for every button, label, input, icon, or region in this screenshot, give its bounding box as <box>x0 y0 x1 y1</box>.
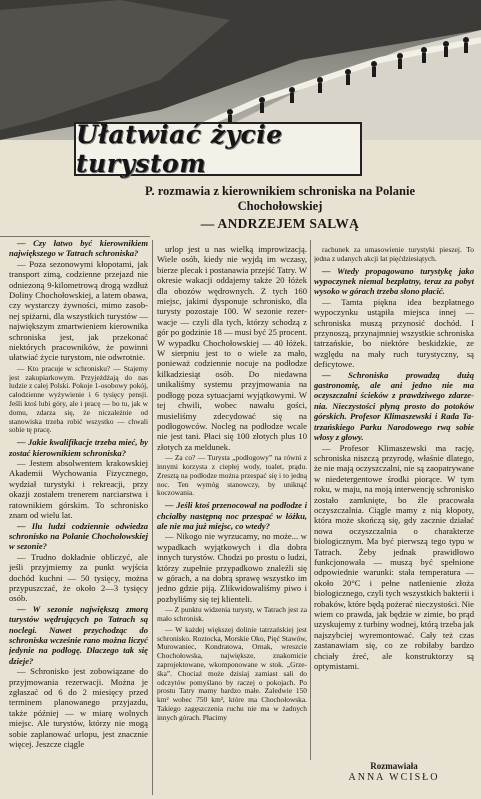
interview-paragraph: — W każdej większej dolinie tatrzańskiej jest schronisko. Roztocka, Morskie Oko, Pięć Stawów, Murowaniec, Kondratowa, Ornak, wreszcie Chochołowska, największe, znakomicie zaprojektowane, wkomponowane w stok. „Grześka”. Chociaż może dzisiaj zamiast sali do odczytów pomyślano by raczej o pokojach. Po prostu Tatry mamy bardzo małe. Zaledwie 150 km² wobec 750 km², które ma Chochołowska. Takiego zagęszczenia ruchu nie ma w żadnych innych górach. Płacimy <box>157 624 307 722</box>
interview-paragraph: — Schronisko jest zobowiązane do przyjmowania rezerwacji. Można je zgłaszać od 6 do 2 miesięcy przed terminem planowanego przyjazdu, także później — w miarę wolnych miejsc. Ale turystów, którzy nie mogą sobie zaplanować urlopu, jest znacznie więcej. Jeszcze ciągle <box>9 666 148 750</box>
interview-paragraph: — Profesor Klimaszewski ma rację, schroniska niszczą przyrodę, właśnie dlatego, że nie mają oczyszczalni, nie są zaopatrywane w niedetergentowe środki piorące. W tym roku, w maju, na moją interwencję schronisko zostało zamknięte, bo źle pracowała oczyszczalnia. Ciągle mamy z nią kłopoty, która może skończą się, gdy zacznie działać nowa oczyszczalnia o charakterze biologicznym. Ma być pierwszą tego typu w Tatrach. Żeby jednak prawidłowo funkcjonowała — muszą być spełnione odpowiednie warunki: stała temperatura — około 20°C i pełne natlenienie złoża biologicznego, czyli tych wszystkich bakterii i robaków, które będą pożerać nieczystości. Nie wiem co prawda, jak będzie w zimie, bo prąd uzyskujemy z turbiny wodnej, którą trzeba jak najszybciej wyremontować. Cały też czas zastanawiam się, co ze robiłaby bardzo chciały źreć, ale konstruktorzy są optymistami. <box>314 442 474 672</box>
signature-name: ANNA WCISŁO <box>348 772 440 783</box>
column-rule <box>310 240 311 760</box>
interview-question: — W sezonie największą zmorą turystów wędrujących po Tatrach są noclegi. Nawet przychodząc do schroniska wcześnie rano można liczyć jedynie na podłogę. Dlaczego tak się dzieje? <box>9 603 148 666</box>
column-1 <box>9 238 148 799</box>
interview-question: — Czy łatwo być kierownikiem największego w Tatrach schroniska? <box>9 238 148 259</box>
interview-paragraph: rachunek za umasowienie turystyki pieszej. To jedna z udanych akcji lat pięćdziesiątych. <box>314 245 474 263</box>
hikers-photo <box>0 0 481 140</box>
deck-author: — ANDRZEJEM SALWĄ <box>200 216 360 231</box>
interview-paragraph: — Z punktu widzenia turysty, w Tatrach jest za mało schronisk. <box>157 605 307 623</box>
headline-box <box>74 122 362 176</box>
headline: Ułatwiać życie turystom <box>76 120 283 178</box>
interview-question: — Wtedy propagowano turystykę jako wypoczynek niemal bezpłatny, teraz za pobyt wysoko w górach trzeba słono płacić. <box>314 265 474 297</box>
interview-paragraph: — Nikogo nie wyrzucamy, no może... w wypadkach wyjątkowych i dla dobra innych turystów. Chodzi po prostu o ludzi, którzy zupełnie przypadkowo znaleźli się w górach, a na dobrą sprawę wszystko im jedno gdzie piją. Zlikwidowaliśmy piwo i pozbyliśmy się tej klienteli. <box>157 531 307 604</box>
signature <box>314 760 474 784</box>
article-deck <box>120 184 440 231</box>
interview-paragraph: — Kto pracuje w schronisku? — Stajemy jest zakupiarkowym. Przyjeżdżają do nas ludzie z całej Polski. Pokoje 1-osobowy pokój, całodzienne wyżywienie i 6 tysięcy pensji. Jeśli ktoś lubi góry, ale i pracę — bo tu, jak w domu, zdarza się, że niczależnie od stanowiska trzeba robić wszystko — chwali sobie tę pracę. <box>9 363 148 435</box>
column-3 <box>314 244 474 799</box>
interview-paragraph: — Trudno dokładnie obliczyć, ale jeśli przyjmiemy za punkt wyjścia dochód kuchni — 50 tysięcy, można przypuszczać, że około 2—3 tysięcy osób. <box>9 551 148 604</box>
column-rule <box>0 236 150 237</box>
interview-paragraph: urlop jest u nas wielką improwizacją. Wiele osób, kiedy nie wyjdą im wczasy, bierze plecak i postanawia przejść Tatry. W okresie wakacji oddajemy także 20 łóżek dla obozów wędrownych. Z tych 160 miejsc, jakimi dysponuje schronisko, dla turysty pozostaje 100. W sezonie rezerwacje — czyli dla tych, którzy schodzą z gór po godzinie 18 — musi być 25 procent. W wypadku Chochołowskiej — 40 łóżek. W sierpniu jest to o wiele za mało, ponieważ codziennie nocuje na podłodze kilkadziesiąt osób. Do niedawna unikaliśmy systemu przyjmowania na podłogę poza sytuacjami wyjątkowymi. W tej chwili, wobec nawału gości, musieliśmy zdecydować się na podłogowców. Nocleg na podłodze wcale nie jest tani. Płaci się 100 złotych plus 10 złotych za meldunek. <box>157 244 307 452</box>
column-rule <box>152 240 153 795</box>
column-2 <box>157 244 307 799</box>
interview-question: — Jeśli ktoś przenocował na podłodze i chciałby następną noc przespać w łóżku, ale nie ma już miejsc, co wtedy? <box>157 500 307 531</box>
interview-paragraph: — Za co? — Turysta „podłogowy” na równi z innymi korzysta z ciepłej wody, toalet, prądu. Zresztą na podłodze można przespać się i to jedną noc. Ten wymóg stanowczy, by uniknąć koczowania. <box>157 453 307 498</box>
signature-label: Rozmawiała <box>370 761 418 771</box>
deck-subtitle: P. rozmawia z kierownikiem schroniska na Polanie Chochołowskiej <box>144 184 416 213</box>
interview-question: — Jakie kwalifikacje trzeba mieć, by zostać kierownikiem schroniska? <box>9 437 148 458</box>
interview-paragraph: — Poza sezonowymi kłopotami, jak transport zimą, codzienne przejazd nie odniezoną 9-kilometrową drogą wzdłuż Doliny Chochołowskiej, a latem obawa, czy wystarczy żywności, mimo zasobnej spiżarni, dla wszystkich turystów — największym zmartwieniem kierownika schroniska jest, jak przekonać niektórych pracowników, że powinni ułatwiać życie turystom, nie odwrotnie. <box>9 258 148 363</box>
interview-paragraph: — Tamta piękna idea bezpłatnego wypoczynku ustąpiła miejsca innej — schroniska muszą przynosić dochód. I przynoszą, przynajmniej wszystkie schroniska tatrzańskie, bo niektóre beskidzkie, ze względu na mały ruch turystyczny, są deficytowe. <box>314 296 474 370</box>
interview-question: — Ilu ludzi codziennie odwiedza schronisko na Polanie Chochołowskiej w sezonie? <box>9 520 148 552</box>
interview-question: — Schroniska prowadzą dużą gastronomię, ale ani jedno nie ma oczyszczalni ścieków z prawdziwego zdarzenia. Nieczystości płyną prosto do potoków górskich. Profesor Klimaszewski i Rada Tatrzańskiego Parku Narodowego rwą sobie włosy z głowy. <box>314 369 474 443</box>
interview-paragraph: — Jestem absolwentem krakowskiej Akademii Wychowania Fizycznego, wydział turystyki i rekreacji, przy okazji zostałem trenerem narciarstwa i ratownikiem górskim. To schronisko znam od wielu lat. <box>9 458 148 521</box>
